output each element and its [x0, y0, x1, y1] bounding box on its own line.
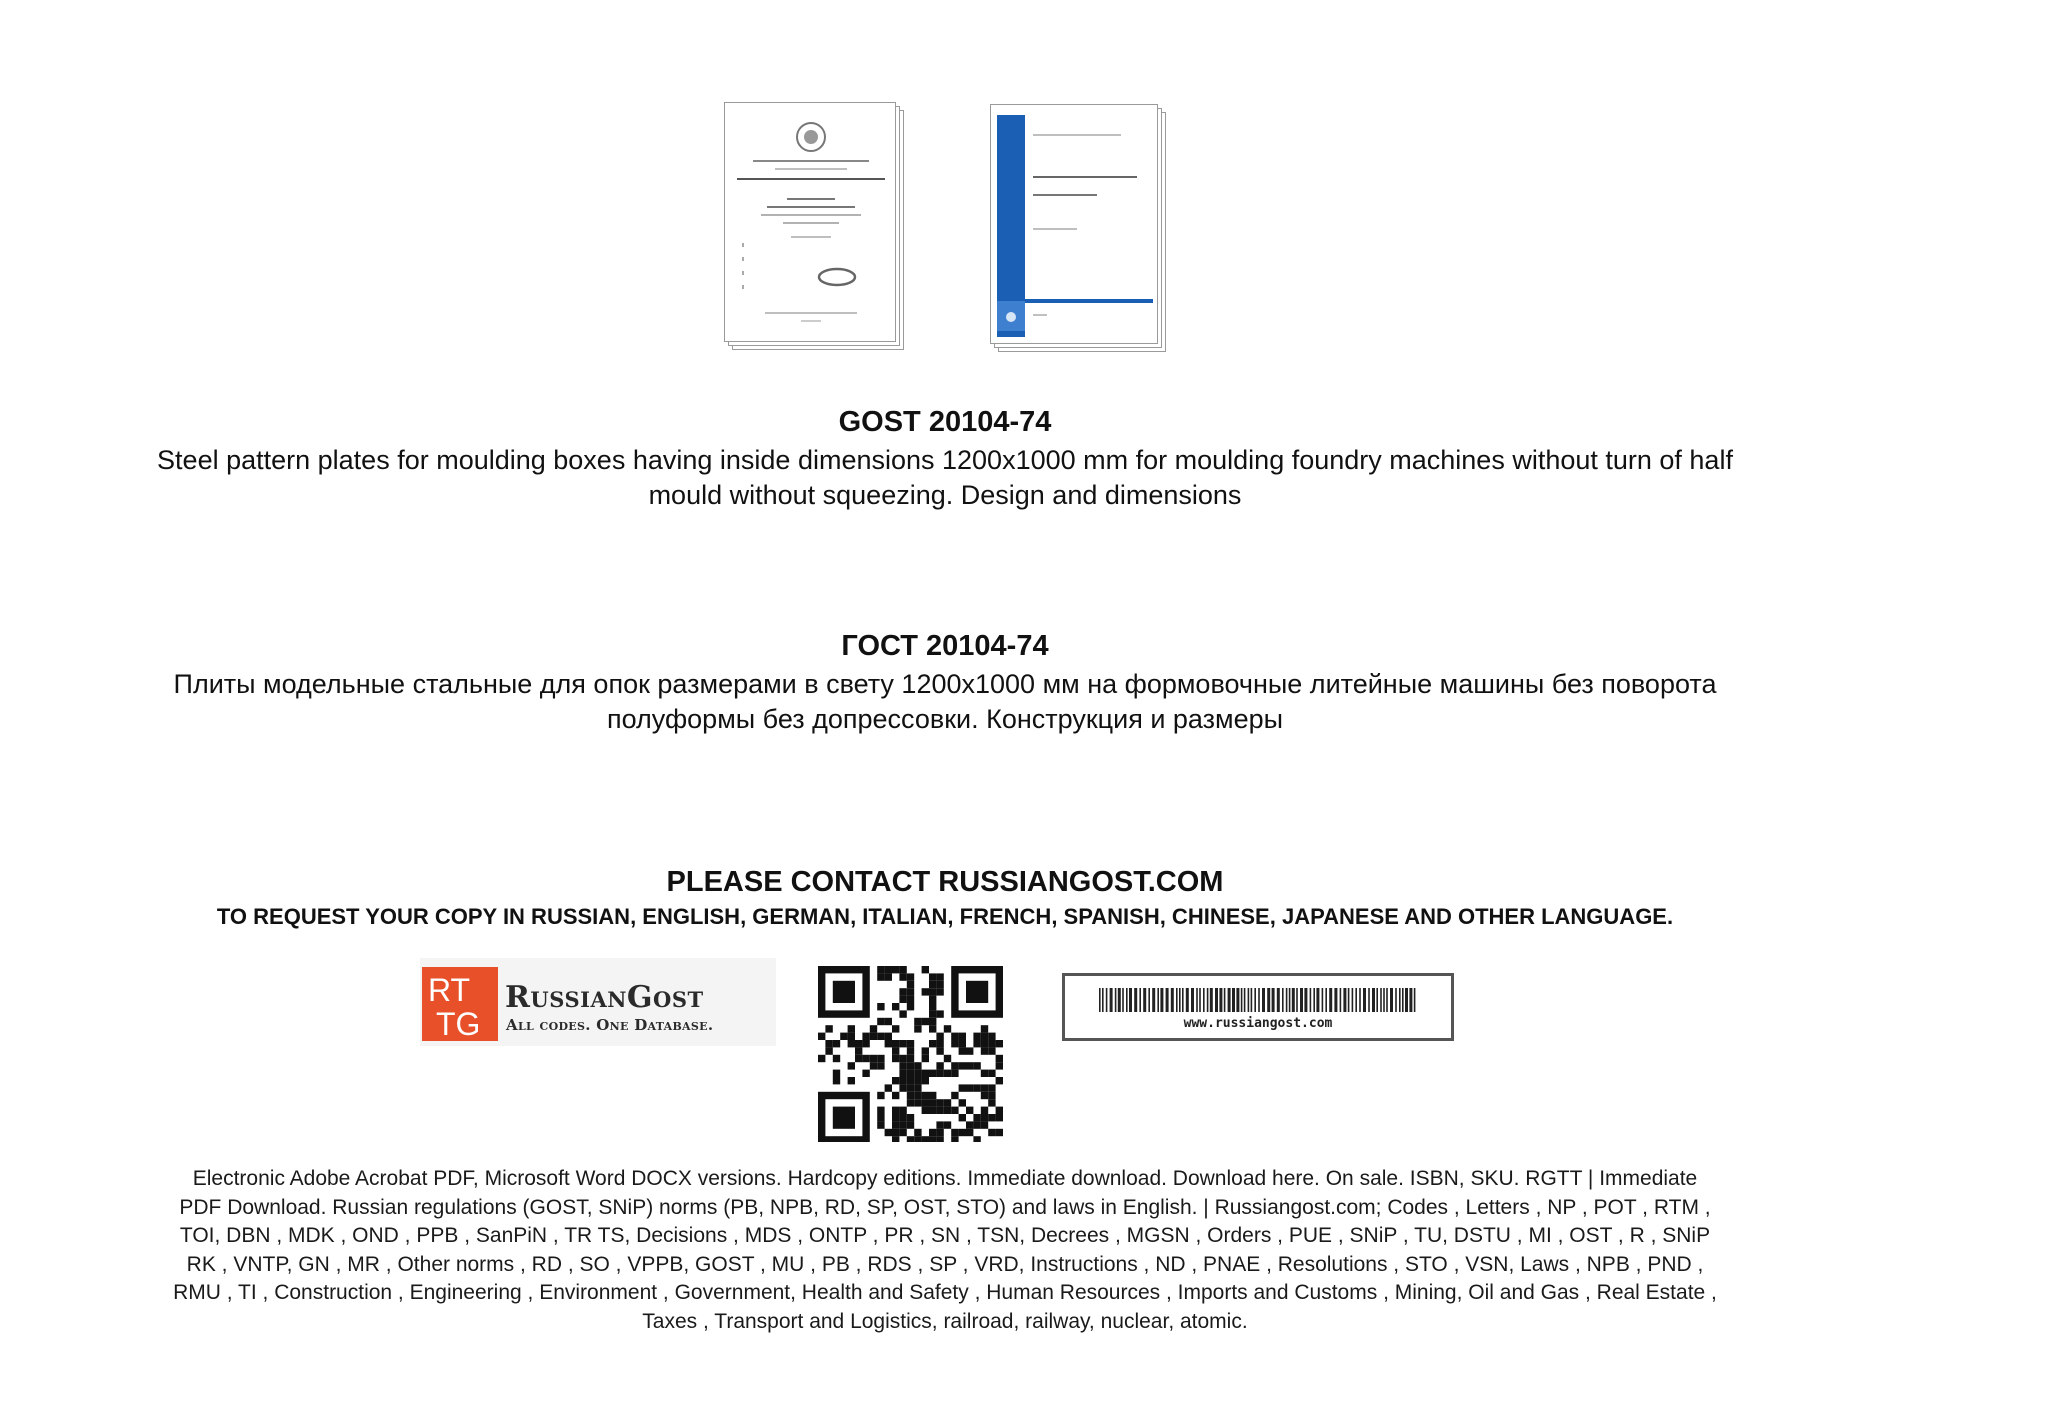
logo-name: RussianGost: [505, 980, 704, 1015]
standard-description-ru: Плиты модельные стальные для опок размерами в свету 1200x1000 мм на формовочные литейные машины без поворота полуформы без допрессовки. Конструкция и размеры: [173, 669, 1717, 734]
standard-code-en: GOST 20104-74: [838, 406, 1052, 438]
standard-code-ru: ГОСТ 20104-74: [841, 630, 1049, 662]
standard-en-section: [150, 404, 1740, 513]
qr-code: [814, 966, 1010, 1142]
contact-section: [150, 864, 1740, 932]
modern-cover-graphic: [991, 105, 1159, 345]
russiangost-logo: [420, 958, 776, 1046]
logo-mark-bottom: TG: [436, 1006, 481, 1041]
contact-title: PLEASE CONTACT RUSSIANGOST.COM: [666, 866, 1224, 898]
logo-mark-top: RT: [428, 972, 471, 1008]
logo-tagline: All codes. One Database.: [506, 1016, 714, 1034]
contact-subtitle: TO REQUEST YOUR COPY IN RUSSIAN, ENGLISH, GERMAN, ITALIAN, FRENCH, SPANISH, CHINESE, JAPANESE AND OTHER LANGUAGE.: [216, 904, 1674, 929]
barcode-caption: www.russiangost.com: [1183, 1016, 1333, 1031]
standard-description-en: Steel pattern plates for moulding boxes having inside dimensions 1200x1000 mm for moulding foundry machines without turn of half mould without squeezing. Design and dimensions: [157, 445, 1733, 510]
soviet-cover-graphic: [725, 103, 897, 343]
barcode: [1062, 973, 1454, 1041]
rttg-logo-mark: [422, 967, 498, 1041]
soviet-standard-cover-thumbnail: [724, 102, 904, 350]
modern-standard-cover-thumbnail: [990, 104, 1166, 352]
footer-description: Electronic Adobe Acrobat PDF, Microsoft Word DOCX versions. Hardcopy editions. Immediate download. Download here. On sale. ISBN, SKU. RGTT | Immediate PDF Download. Russian regulations (GOST, SNiP) norms (PB, NPB, RD, SP, OST, STO) and laws in English. | Russiangost.com; Codes , Letters , NP , POT , RTM , TOI, DBN , MDK , OND , PPB , SanPiN , TR TS, Decisions , MDS , ONTP , PR , SN , TSN, Decrees , MGSN , Orders , PUE , SNiP , TU, DSTU , MI , OST , R , SNiP RK , VNTP, GN , MR , Other norms , RD , SO , VPPB, GOST , MU , PB , RDS , SP , VRD, Instructions , ND , PNAE , Resolutions , STO , VSN, Laws , NPB , PND , RMU , TI , Construction , Engineering , Environment , Government, Health and Safety , Human Resources , Imports and Customs , Mining, Oil and Gas , Real Estate , Taxes , Transport and Logistics, railroad, railway, nuclear, atomic.: [173, 1167, 1717, 1333]
standard-ru-section: [150, 628, 1740, 737]
